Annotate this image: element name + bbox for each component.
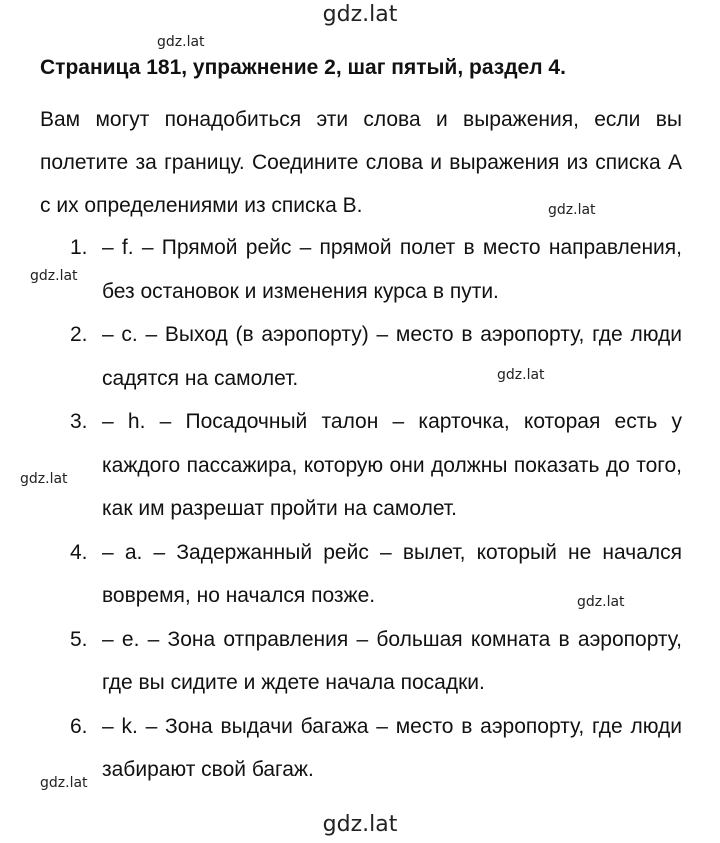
list-item xyxy=(0,313,720,400)
item-number: 2. xyxy=(70,323,88,346)
item-number: 5. xyxy=(70,627,88,651)
list-item xyxy=(0,618,720,705)
watermark: gdz.lat xyxy=(497,367,545,383)
watermark-bottom: gdz.lat xyxy=(322,812,398,837)
watermark-top: gdz.lat xyxy=(322,2,398,27)
item-text: – f. – Прямой рейс – прямой полет в место направления, без остановок и изменения курса в пути. xyxy=(102,236,682,303)
watermark: gdz.lat xyxy=(157,34,205,50)
item-text: – a. – Задержанный рейс – вылет, который не начался вовремя, но начался позже. xyxy=(102,540,682,607)
list-item xyxy=(0,705,720,792)
watermark: gdz.lat xyxy=(20,471,68,487)
item-number: 4. xyxy=(70,540,88,564)
list-item xyxy=(0,531,720,618)
watermark: gdz.lat xyxy=(30,268,78,284)
watermark: gdz.lat xyxy=(577,594,625,610)
item-text: – c. – Выход (в аэропорту) – место в аэропорту, где люди садятся на самолет. xyxy=(102,323,682,390)
item-text: – h. – Посадочный талон – карточка, которая есть у каждого пассажира, которую они должны показать до того, как им разрешат пройти на самолет. xyxy=(102,410,682,520)
watermark: gdz.lat xyxy=(548,202,596,218)
item-number: 3. xyxy=(70,410,88,433)
page-heading: Страница 181, упражнение 2, шаг пятый, раздел 4. xyxy=(40,56,566,79)
list-item xyxy=(0,400,720,531)
item-number: 6. xyxy=(70,714,88,738)
answer-list xyxy=(0,226,720,792)
item-text: – e. – Зона отправления – большая комната в аэропорту, где вы сидите и ждете начала посадки. xyxy=(102,627,682,694)
item-text: – k. – Зона выдачи багажа – место в аэропорту, где люди забирают свой багаж. xyxy=(102,714,682,781)
item-number: 1. xyxy=(70,236,88,259)
watermark: gdz.lat xyxy=(40,775,88,791)
intro-paragraph: Вам могут понадобиться эти слова и выражения, если вы полетите за границу. Соедините слова и выражения из списка А с их определениями из списка В. xyxy=(40,108,682,217)
list-item xyxy=(0,226,720,313)
